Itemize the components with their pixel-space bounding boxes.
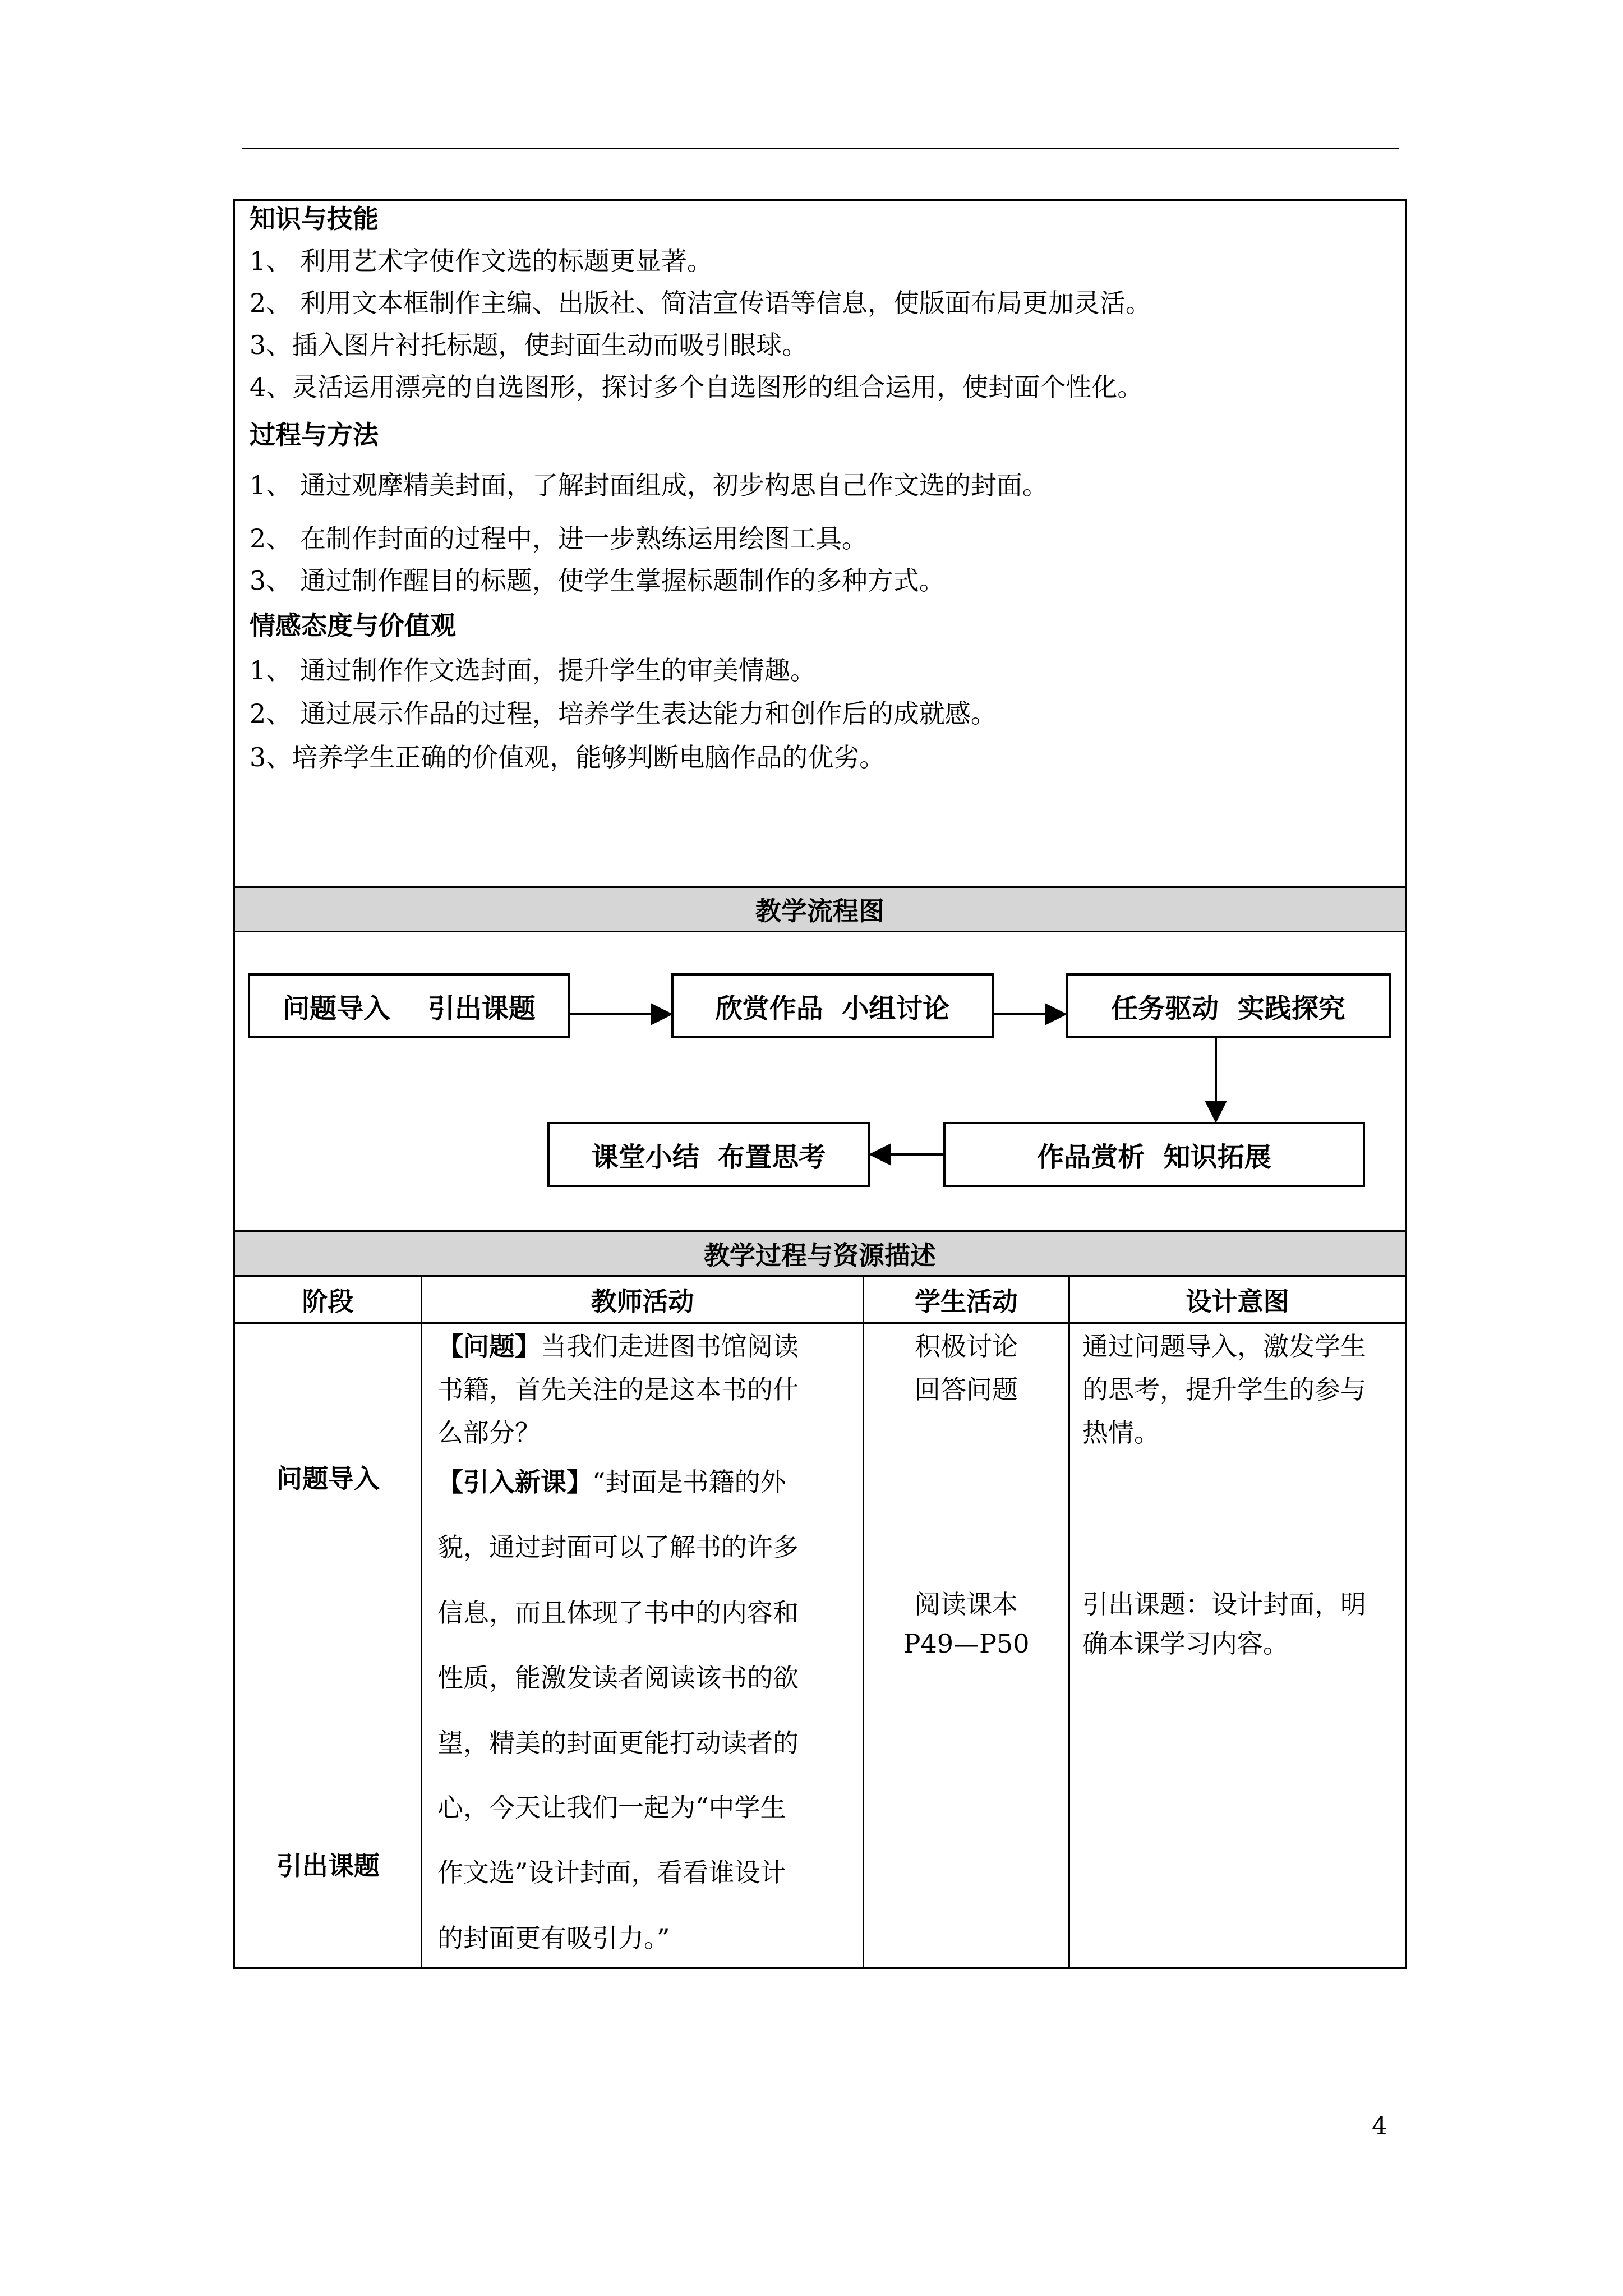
- teacher-intro-line: 的封面更有吸引力。”: [437, 1923, 670, 1953]
- objective-item: 3、插入图片衬托标题，使封面生动而吸引眼球。: [250, 330, 808, 360]
- objective-item: 2、 利用文本框制作主编、出版社、简洁宣传语等信息，使版面布局更加灵活。: [250, 288, 1151, 318]
- intro-tag: 【引入新课】: [437, 1467, 592, 1497]
- page-number: 4: [1372, 2112, 1387, 2141]
- teacher-intro-line: 性质，能激发读者阅读该书的欲: [437, 1663, 799, 1693]
- teacher-intro-line: 信息，而且体现了书中的内容和: [437, 1598, 799, 1628]
- objective-heading: 情感态度与价值观: [250, 610, 456, 641]
- flow-step-5: 课堂小结 布置思考: [547, 1122, 870, 1187]
- objective-item: 1、 利用艺术字使作文选的标题更显著。: [250, 246, 713, 276]
- design-intent-line: 通过问题导入，激发学生: [1082, 1331, 1366, 1361]
- process-title: 教学过程与资源描述: [235, 1230, 1405, 1277]
- teacher-intro-line: 貌，通过封面可以了解书的许多: [437, 1532, 799, 1562]
- column-header-student: 学生活动: [915, 1286, 1018, 1317]
- student-activity-line: 积极讨论: [915, 1331, 1018, 1361]
- objective-item: 2、 在制作封面的过程中，进一步熟练运用绘图工具。: [250, 523, 868, 554]
- column-divider: [421, 1277, 422, 1968]
- teacher-question-line: 么部分？: [437, 1418, 541, 1448]
- flowchart-title: 教学流程图: [235, 886, 1405, 932]
- flow-step-3: 任务驱动 实践探究: [1066, 973, 1391, 1038]
- stage-label: 问题导入: [276, 1464, 380, 1494]
- design-intent-line: 的思考，提升学生的参与: [1082, 1374, 1366, 1405]
- student-activity-line: P49—P50: [903, 1628, 1030, 1659]
- teacher-question-line: 【问题】当我们走进图书馆阅读: [437, 1331, 799, 1361]
- column-header-design: 设计意图: [1186, 1286, 1289, 1317]
- objective-item: 1、 通过制作作文选封面，提升学生的审美情趣。: [250, 655, 816, 685]
- design-intent-line: 引出课题：设计封面，明: [1082, 1589, 1366, 1619]
- objective-item: 3、 通过制作醒目的标题，使学生掌握标题制作的多种方式。: [250, 565, 945, 596]
- objective-item: 2、 通过展示作品的过程，培养学生表达能力和创作后的成就感。: [250, 698, 997, 729]
- flow-step-2: 欣赏作品 小组讨论: [671, 973, 994, 1038]
- flow-step-1: 问题导入 引出课题: [248, 973, 570, 1038]
- flow-step-4: 作品赏析 知识拓展: [943, 1122, 1365, 1187]
- student-activity-line: 回答问题: [915, 1374, 1018, 1405]
- column-header-teacher: 教师活动: [591, 1286, 694, 1317]
- objective-item: 4、灵活运用漂亮的自选图形，探讨多个自选图形的组合运用，使封面个性化。: [250, 372, 1144, 402]
- column-header-stage: 阶段: [302, 1286, 354, 1317]
- header-row-divider: [235, 1322, 1405, 1324]
- question-tag: 【问题】: [437, 1331, 541, 1361]
- column-divider: [1068, 1277, 1070, 1968]
- stage-label: 引出课题: [276, 1851, 380, 1881]
- objective-item: 1、 通过观摩精美封面，了解封面组成，初步构思自己作文选的封面。: [250, 470, 1048, 500]
- teacher-intro-line: 望，精美的封面更能打动读者的: [437, 1728, 799, 1758]
- teacher-intro-line: 【引入新课】“封面是书籍的外: [437, 1467, 786, 1497]
- objective-heading: 知识与技能: [250, 204, 379, 234]
- teacher-intro-line: 作文选”设计封面，看看谁设计: [437, 1857, 786, 1888]
- teacher-intro-line: 心，今天让我们一起为“中学生: [437, 1792, 786, 1823]
- objective-heading: 过程与方法: [250, 420, 379, 450]
- design-intent-line: 热情。: [1082, 1418, 1160, 1448]
- design-intent-line: 确本课学习内容。: [1082, 1628, 1289, 1659]
- objective-item: 3、培养学生正确的价值观，能够判断电脑作品的优劣。: [250, 742, 886, 772]
- teacher-question-line: 书籍，首先关注的是这本书的什: [437, 1374, 799, 1405]
- student-activity-line: 阅读课本: [915, 1589, 1018, 1619]
